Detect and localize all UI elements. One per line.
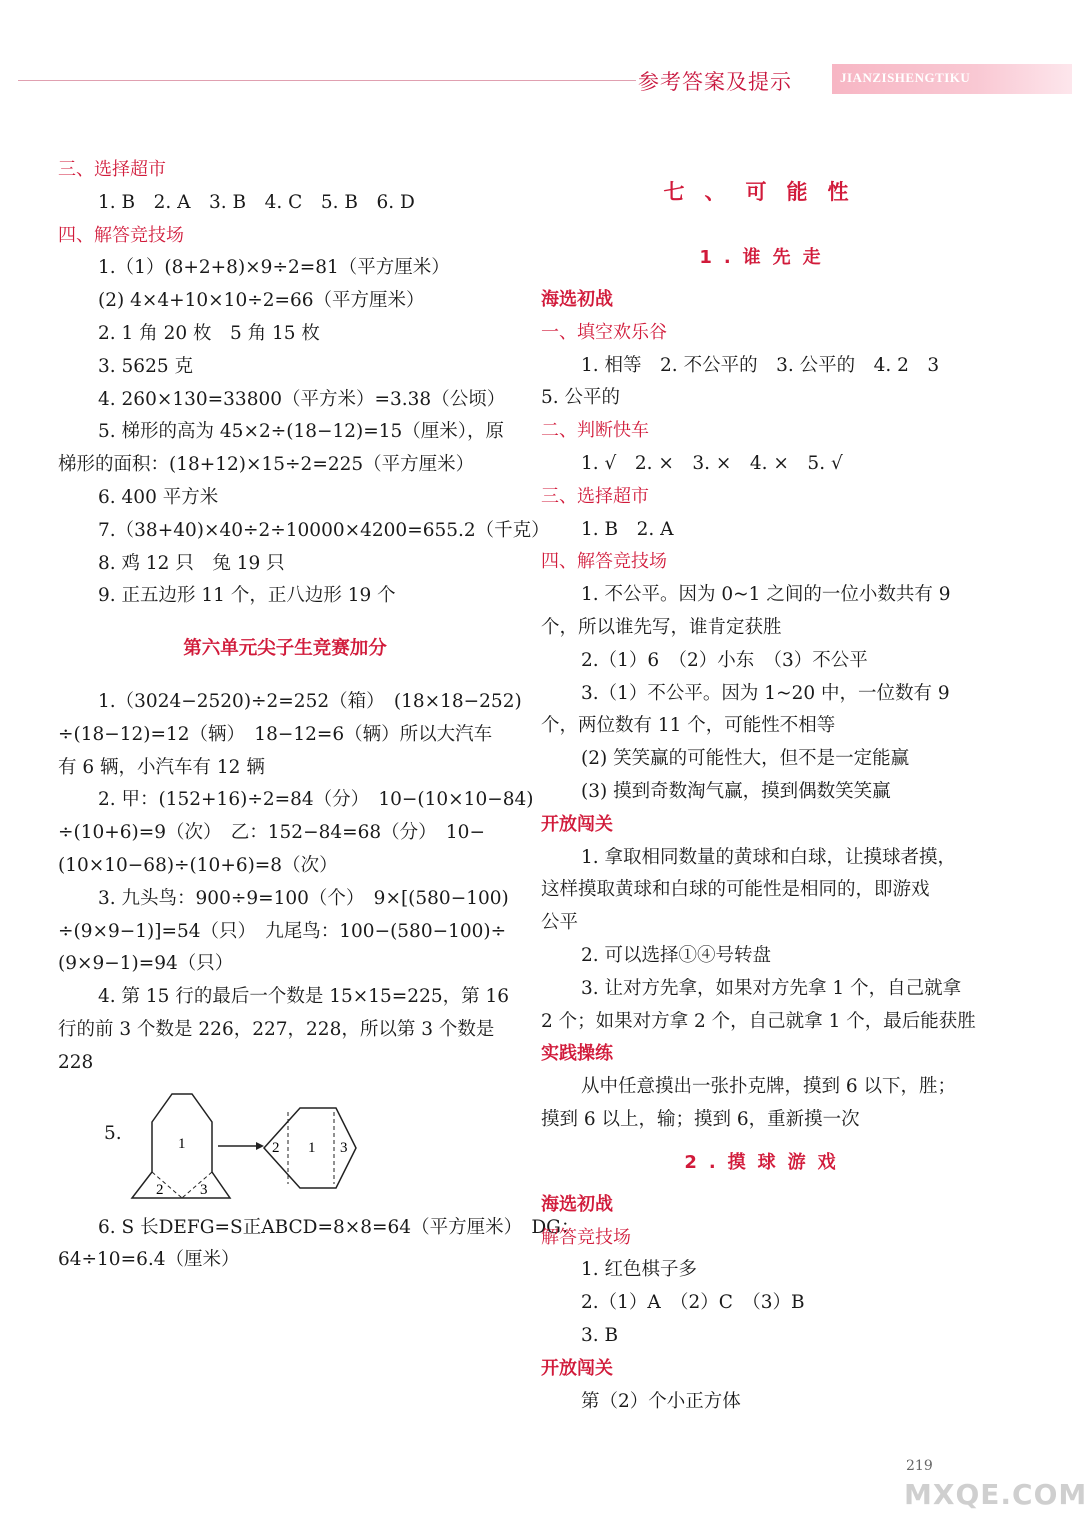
text-line: 1. 拿取相同数量的黄球和白球，让摸球者摸， — [581, 846, 957, 868]
text-line: 行的前 3 个数是 226，227，228，所以第 3 个数是 — [58, 1018, 495, 1040]
text-line: 1. B 2. A — [581, 518, 674, 540]
text-line: 5. 公平的 — [541, 387, 621, 409]
text-line: 梯形的面积：(18+12)×15÷2=225（平方厘米） — [58, 454, 475, 476]
text-line: 2.（1）6 （2）小东 （3）不公平 — [581, 649, 868, 671]
text-line: 2. 甲：(152+16)÷2=84（分） 10−(10×10−84) — [98, 789, 534, 811]
text-line: 5. 梯形的高为 45×2÷(18−12)=15（厘米），原 — [98, 421, 505, 443]
text-line: 1. 红色棋子多 — [581, 1259, 698, 1281]
text-line: 解答竞技场 — [541, 1226, 631, 1248]
text-line: 一、填空欢乐谷 — [541, 321, 667, 343]
text-line: 64÷10=6.4（厘米） — [58, 1249, 240, 1271]
subsection-title-2: 2.摸球游戏 — [684, 1151, 848, 1173]
text-line: 三、选择超市 — [541, 485, 649, 507]
fig-label: 1 — [308, 1139, 316, 1156]
text-line: 2. 1 角 20 枚 5 角 15 枚 — [98, 322, 320, 344]
section-title: 第六单元尖子生竞赛加分 — [183, 638, 387, 660]
text-line: (2) 笑笑赢的可能性大，但不是一定能赢 — [581, 748, 910, 770]
fig-label: 3 — [200, 1181, 208, 1198]
text-line: ÷(10+6)=9（次） 乙：152−84=68（分） 10− — [58, 822, 485, 844]
text-line: 6. S 长DEFG=S正ABCD=8×8=64（平方厘米） DG： — [98, 1216, 580, 1238]
text-line: ÷(9×9−1)]=54（只） 九尾鸟：100−(580−100)÷ — [58, 920, 507, 942]
text-line: 海选初战 — [541, 1193, 613, 1215]
fig-label: 1 — [178, 1135, 186, 1152]
subsection-title-1: 1.谁先走 — [699, 247, 833, 268]
running-header-title: 参考答案及提示 — [638, 70, 792, 94]
text-line: 个，所以谁先写，谁肯定获胜 — [541, 616, 782, 638]
text-line: 1. 相等 2. 不公平的 3. 公平的 4. 2 3 — [581, 354, 940, 376]
text-line: 3.（1）不公平。因为 1~20 中，一位数有 9 — [581, 682, 950, 704]
text-line: (9×9−1)=94（只） — [58, 953, 234, 975]
text-line: (3) 摸到奇数淘气赢，摸到偶数笑笑赢 — [581, 780, 891, 802]
text-line: 3. 九头鸟：900÷9=100（个） 9×[(580−100) — [98, 887, 509, 909]
right-column — [541, 172, 991, 1418]
text-line: 三、选择超市 — [58, 159, 166, 180]
text-line: 1. √ 2. × 3. × 4. × 5. √ — [581, 452, 843, 474]
text-line: 二、判断快车 — [541, 420, 649, 442]
text-line: 个，两位数有 11 个，可能性不相等 — [541, 715, 836, 737]
header-rule — [18, 80, 636, 81]
chapter-title: 七、可能性 — [663, 180, 869, 204]
text-line: 实践操练 — [541, 1043, 613, 1065]
text-line: 3. B — [581, 1324, 619, 1346]
text-line: 开放闯关 — [541, 1357, 613, 1379]
text-line: 有 6 辆，小汽车有 12 辆 — [58, 756, 265, 778]
text-line: 2. 可以选择①④号转盘 — [581, 944, 772, 966]
figure-item-5 — [58, 1100, 512, 1212]
figure-number: 5. — [104, 1122, 122, 1144]
text-line: 四、解答竞技场 — [58, 224, 184, 246]
page-number: 219 — [906, 1458, 933, 1474]
text-line: (10×10−68)÷(10+6)=8（次） — [58, 854, 338, 876]
text-line: 开放闯关 — [541, 813, 613, 835]
text-line: 3. 让对方先拿，如果对方先拿 1 个，自己就拿 — [581, 977, 962, 999]
arrow-head — [256, 1142, 264, 1150]
text-line: 4. 260×130=33800（平方米）=3.38（公顷） — [98, 388, 506, 410]
text-line: 这样摸取黄球和白球的可能性是相同的，即游戏 — [541, 879, 930, 901]
text-line: 海选初战 — [541, 289, 613, 310]
text-line: 7.（38+40)×40÷2÷10000×4200=655.2（千克） — [98, 519, 550, 541]
text-line: 四、解答竞技场 — [541, 551, 667, 573]
text-line: 1.（3024−2520)÷2=252（箱） (18×18−252) — [98, 690, 522, 712]
text-line: 1. B 2. A 3. B 4. C 5. B 6. D — [98, 191, 415, 213]
figure-diagram — [128, 1090, 358, 1208]
fig-label: 3 — [340, 1139, 348, 1156]
text-line: 3. 5625 克 — [98, 355, 193, 377]
fig-label: 2 — [156, 1181, 164, 1198]
watermark: MXQE.COM — [904, 1478, 1088, 1511]
text-line: ÷(18−12)=12（辆） 18−12=6（辆）所以大汽车 — [58, 723, 493, 745]
text-line: 1.（1）(8+2+8)×9÷2=81（平方厘米） — [98, 257, 450, 279]
text-line: 2.（1）A （2）C （3）B — [581, 1292, 805, 1314]
header-band-text: JIANZISHENGTIKU — [840, 70, 971, 85]
text-line: 9. 正五边形 11 个，正八边形 19 个 — [98, 585, 396, 607]
text-line: 228 — [58, 1051, 94, 1073]
text-line: 2 个；如果对方拿 2 个，自己就拿 1 个，最后能获胜 — [541, 1010, 976, 1032]
text-line: 摸到 6 以上，输；摸到 6，重新摸一次 — [541, 1108, 860, 1130]
text-line: 6. 400 平方米 — [98, 486, 219, 508]
text-line: 从中任意摸出一张扑克牌，摸到 6 以下，胜； — [581, 1076, 957, 1098]
dash-left-2 — [182, 1172, 212, 1198]
text-line: 8. 鸡 12 只 兔 19 只 — [98, 552, 285, 574]
text-line: 1. 不公平。因为 0~1 之间的一位小数共有 9 — [581, 584, 951, 606]
fig-label: 2 — [272, 1139, 280, 1156]
text-line: 公平 — [541, 912, 579, 934]
text-line: 第（2）个小正方体 — [581, 1390, 741, 1412]
text-line: (2) 4×4+10×10÷2=66（平方厘米） — [98, 290, 425, 312]
text-line: 4. 第 15 行的最后一个数是 15×15=225，第 16 — [98, 986, 510, 1008]
